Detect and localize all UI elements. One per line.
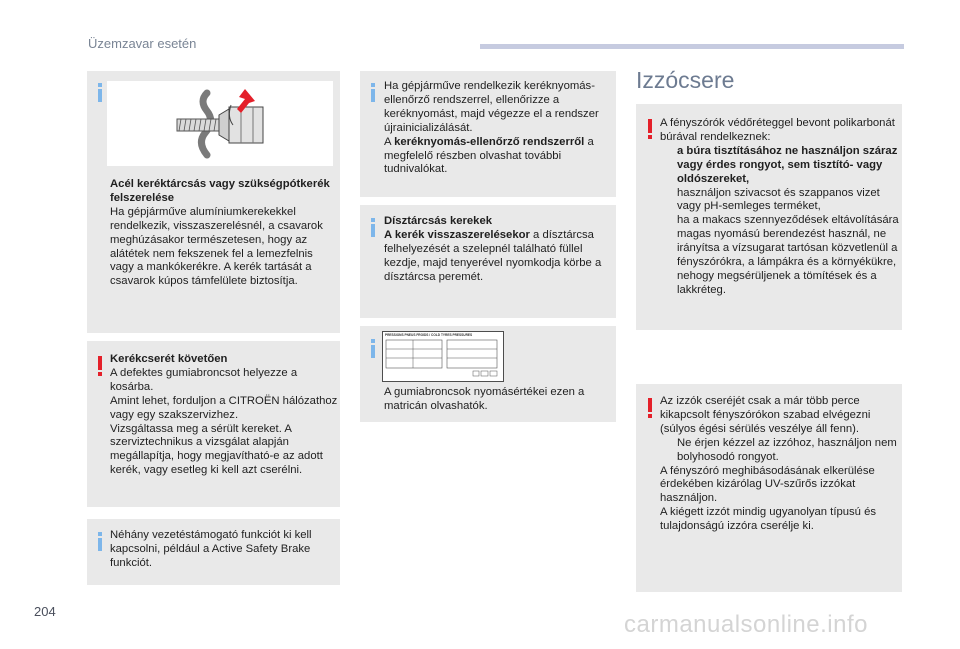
- bulb-line-1: Az izzók cseréjét csak a már több perce kikapcsolt fényszórókon szabad elvégezni (súlyos égési sérülés veszélye áll fenn).: [660, 395, 871, 435]
- list-item: a búra tisztításához ne használjon száraz vagy érdes rongyot, sem tisztító- vagy oldószereket,: [660, 145, 900, 187]
- warning-icon: [648, 119, 652, 139]
- list-item: használjon szivacsot és szappanos vizet vagy pH-semleges terméket,: [660, 187, 900, 215]
- info-icon: [98, 532, 102, 551]
- after-puncture-text: [110, 353, 338, 478]
- tpms-line-2: A keréknyomás-ellenőrző rendszerről a megfelelő részben olvashat további tudnivalókat.: [384, 135, 594, 176]
- bulb-line-2: A fényszóró meghibásodásának elkerülése érdekében kizárólag UV-szűrős izzókat használjon.: [660, 464, 875, 505]
- driving-aids-box: [87, 519, 340, 585]
- hubcaps-text: [384, 215, 612, 285]
- bulb-replacement-box: [636, 384, 902, 592]
- page-header-title: Üzemzavar esetén: [88, 36, 197, 51]
- wheel-bolt-icon: [107, 81, 333, 166]
- pressure-label-caption: A gumiabroncsok nyomásértékei ezen a matricán olvashatók.: [384, 386, 585, 412]
- tpms-text: [384, 80, 612, 177]
- info-icon: [98, 83, 102, 102]
- list-item: Ne érjen kézzel az izzóhoz, használjon nem bolyhosodó rongyot.: [660, 437, 900, 465]
- hubcaps-box: [360, 205, 616, 318]
- section-title-bulb-replacement: Izzócsere: [636, 67, 735, 93]
- info-icon: [371, 83, 375, 102]
- after-puncture-title: Kerékcserét követően: [110, 353, 228, 365]
- steel-rim-title: Acél keréktárcsás vagy szükségpótkerék felszerelése: [110, 178, 330, 204]
- page-number: 204: [34, 604, 56, 619]
- after-puncture-box: [87, 341, 340, 507]
- steel-rim-text: [110, 178, 336, 289]
- pressure-label-heading: PRESSIONS PNEUS FROIDS / COLD TYRES PRESSURES: [385, 333, 473, 337]
- info-icon: [371, 218, 375, 237]
- watermark: carmanualsonline.info: [624, 611, 868, 638]
- driving-aids-text: [110, 529, 336, 571]
- after-puncture-line-2: Amint lehet, forduljon a CITROËN hálózathoz vagy egy szakszervizhez.: [110, 394, 338, 421]
- bullet-icon: [660, 214, 677, 297]
- tyre-pressure-label-illustration: [382, 331, 504, 382]
- info-icon: [371, 339, 375, 358]
- steel-rim-box: [87, 71, 340, 333]
- hubcaps-body: A kerék visszaszerelésekor a dísztárcsa felhelyezését a szelepnél található füllel kezdje, majd tenyerével nyomkodja körbe a dísztárcsa peremét.: [384, 228, 602, 283]
- warning-icon: [98, 356, 102, 376]
- headlight-care-box: [636, 104, 902, 330]
- steel-rim-body: Ha gépjárműve alumíniumkerekekkel rendelkezik, visszaszerelésnél, a csavarok meghúzásakor természetesen, hogy az alátétek nem fekszenek fel a lemezfelnis vagy a mankókerékre. A kerék tartását a csavarok kúpos támfelülete biztosítja.: [110, 205, 323, 288]
- after-puncture-line-3: Vizsgáltassa meg a sérült kereket. A szerviztechnikus a vizsgálat alapján megállapítja, hogy megjavítható-e az adott kerék, vagy esetleg ki kell azt cserélni.: [110, 422, 323, 477]
- tpms-box: [360, 71, 616, 197]
- warning-icon: [648, 398, 652, 418]
- bulb-line-3: A kiégett izzót mindig ugyanolyan típusú és tulajdonságú izzóra cserélje ki.: [660, 506, 877, 533]
- bullet-icon: [660, 145, 677, 187]
- bullet-icon: [660, 187, 677, 215]
- driving-aids-body: Néhány vezetéstámogató funkciót ki kell kapcsolni, például a Active Safety Brake funkciót.: [110, 529, 312, 569]
- bullet-icon: [660, 437, 677, 465]
- pressure-table-icon: [383, 337, 503, 380]
- list-item: ha a makacs szennyeződések eltávolítására magas nyomású berendezést használ, ne irányítsa a vízsugarat tartósan közvetlenül a fényszórókra, a lámpákra és a környékükre, nehogy megsérüljenek a tömítések és a lakkréteg.: [660, 214, 900, 297]
- headlight-care-text: [660, 117, 900, 298]
- tpms-line-1: Ha gépjárműve rendelkezik keréknyomás-ellenőrző rendszerrel, ellenőrizze a keréknyomást, majd végezze el a rendszer újrainicializálását.: [384, 80, 599, 134]
- bulb-replacement-text: [660, 395, 900, 534]
- hubcaps-title: Dísztárcsás kerekek: [384, 215, 493, 227]
- wheel-bolt-illustration: [107, 81, 333, 166]
- header-bar: [480, 44, 904, 49]
- after-puncture-line-1: A defektes gumiabroncsot helyezze a kosárba.: [110, 366, 298, 393]
- headlight-intro: A fényszórók védőréteggel bevont polikarbonát búrával rendelkeznek:: [660, 117, 895, 143]
